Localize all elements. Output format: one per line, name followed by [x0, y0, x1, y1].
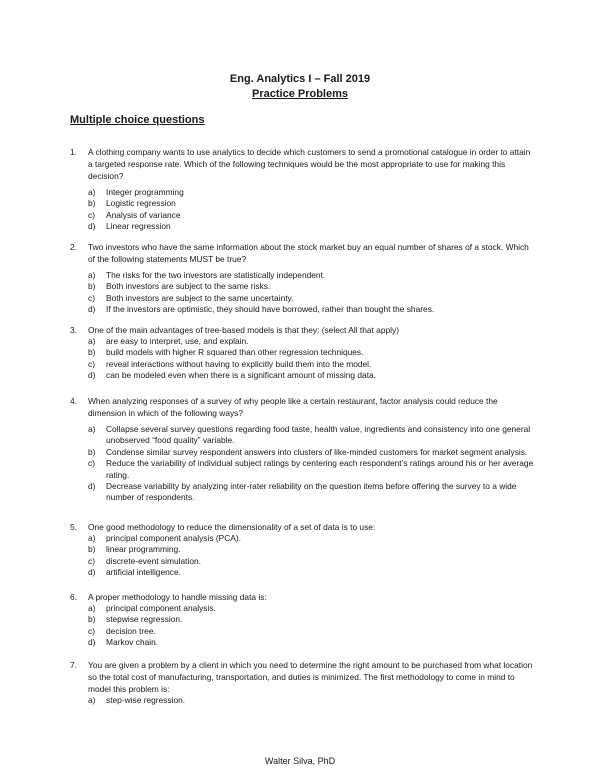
question-7	[70, 659, 536, 706]
question-number: 7.	[70, 660, 77, 670]
option-letter: d)	[88, 637, 96, 648]
option-letter: a)	[88, 533, 96, 543]
option-letter: a)	[88, 695, 96, 705]
option-list	[70, 603, 536, 649]
option-text: Integer programming	[106, 187, 184, 197]
option-text: Markov chain.	[106, 637, 159, 648]
option-text: principal component analysis.	[106, 603, 216, 613]
option	[70, 626, 536, 637]
option	[70, 447, 536, 458]
option-letter: b)	[88, 446, 96, 457]
option	[70, 221, 536, 232]
option	[70, 603, 536, 614]
option	[70, 270, 536, 281]
option-text: reveal interactions without having to explicitly build them into the model.	[106, 358, 372, 369]
option-text: decision tree.	[106, 625, 156, 636]
option-letter: c)	[88, 292, 95, 303]
option-text: principal component analysis (PCA).	[106, 533, 241, 543]
option	[70, 556, 536, 567]
question-2	[70, 241, 536, 316]
option-list	[70, 695, 536, 706]
option-letter: a)	[88, 270, 96, 280]
option-letter: c)	[88, 358, 95, 369]
option-letter: b)	[88, 347, 96, 358]
option	[70, 347, 536, 358]
question-4	[70, 395, 536, 504]
option	[70, 336, 536, 347]
option-letter: d)	[88, 370, 96, 381]
question-number: 5.	[70, 522, 77, 532]
question-5	[70, 521, 536, 579]
option-text: can be modeled even when there is a significant amount of missing data.	[106, 370, 377, 381]
option-text: artificial intelligence.	[106, 567, 181, 578]
option-letter: d)	[88, 481, 96, 492]
option-letter: d)	[88, 304, 96, 315]
option	[70, 210, 536, 221]
option	[70, 304, 536, 315]
option-text: The risks for the two investors are statistically independent.	[106, 270, 326, 280]
option-text: Analysis of variance	[106, 209, 181, 220]
option-list	[70, 424, 536, 504]
question-6	[70, 591, 536, 649]
option-text: step-wise regression.	[106, 695, 186, 705]
section-heading: Multiple choice questions	[70, 114, 205, 126]
option-letter: b)	[88, 544, 96, 555]
option	[70, 187, 536, 198]
option	[70, 567, 536, 578]
page-footer-author: Walter Silva, PhD	[264, 756, 336, 766]
option-letter: b)	[88, 198, 96, 209]
option-text: Decrease variability by analyzing inter-rater reliability on the question items before offering the survey to a wide number of respondents.	[106, 481, 517, 503]
option-letter: d)	[88, 221, 96, 232]
option	[70, 695, 536, 706]
option-letter: c)	[88, 458, 95, 469]
question-text: A proper methodology to handle missing data is:	[88, 592, 267, 602]
option-list	[70, 533, 536, 579]
option-list	[70, 270, 536, 316]
option	[70, 533, 536, 544]
option-text: linear programming.	[106, 544, 181, 555]
option-letter: b)	[88, 281, 96, 292]
option	[70, 637, 536, 648]
question-number: 3.	[70, 325, 77, 335]
document-subtitle: Practice Problems	[252, 88, 348, 100]
option-text: build models with higher R squared than other regression techniques.	[106, 347, 364, 358]
option-letter: d)	[88, 567, 96, 578]
option	[70, 458, 536, 481]
option-text: Both investors are subject to the same uncertainty.	[106, 292, 294, 303]
option-text: Reduce the variability of individual subject ratings by centering each respondent’s ratings around his or her average rating.	[106, 458, 534, 480]
question-3	[70, 324, 536, 382]
option-text: Logistic regression	[106, 198, 176, 209]
question-text: Two investors who have the same information about the stock market buy an equal number of shares of a stock. Which of the following statements MUST be true?	[88, 242, 529, 264]
option	[70, 359, 536, 370]
option	[70, 544, 536, 555]
option	[70, 293, 536, 304]
option-list	[70, 187, 536, 233]
option-text: Both investors are subject to the same risks.	[106, 281, 271, 292]
option	[70, 370, 536, 381]
question-1	[70, 146, 536, 233]
question-text: You are given a problem by a client in which you need to determine the right amount to be purchased from what location so the total cost of manufacturing, transportation, and duties is minimized. The first methodology to come in mind to model this problem is:	[88, 660, 533, 694]
option-letter: b)	[88, 614, 96, 625]
option-text: are easy to interpret, use, and explain.	[106, 336, 249, 346]
question-text: One good methodology to reduce the dimensionality of a set of data is to use:	[88, 522, 376, 532]
option-text: Collapse several survey questions regarding food taste, health value, ingredients and consistency into one general unobserved “food quality” variable.	[106, 424, 531, 446]
option-letter: a)	[88, 603, 96, 613]
option-letter: a)	[88, 336, 96, 346]
question-text: One of the main advantages of tree-based models is that they: (select All that apply)	[88, 325, 399, 335]
question-text: When analyzing responses of a survey of why people like a certain restaurant, factor analysis could reduce the dimension in which of the following ways?	[88, 396, 498, 418]
option-letter: a)	[88, 187, 96, 197]
option-letter: c)	[88, 209, 95, 220]
option	[70, 198, 536, 209]
question-number: 1.	[70, 147, 77, 157]
question-number: 4.	[70, 396, 77, 406]
option	[70, 424, 536, 447]
option-list	[70, 336, 536, 382]
option-letter: c)	[88, 625, 95, 636]
option-text: Condense similar survey respondent answers into clusters of like-minded customers for market segment analysis.	[106, 446, 528, 457]
option-text: Linear regression	[106, 221, 171, 232]
question-text: A clothing company wants to use analytics to decide which customers to send a promotional catalogue in order to attain a targeted response rate. Which of the following techniques would be the most appropriate to use for making this decision?	[88, 147, 531, 181]
option-letter: a)	[88, 424, 96, 434]
option-text: discrete-event simulation.	[106, 555, 201, 566]
option-letter: c)	[88, 555, 95, 566]
question-number: 6.	[70, 592, 77, 602]
option	[70, 481, 536, 504]
document-title: Eng. Analytics I – Fall 2019	[229, 73, 371, 85]
question-number: 2.	[70, 242, 77, 252]
option	[70, 614, 536, 625]
option-text: If the investors are optimistic, they should have borrowed, rather than bought the shares.	[106, 304, 435, 315]
option-text: stepwise regression.	[106, 614, 183, 625]
option	[70, 281, 536, 292]
